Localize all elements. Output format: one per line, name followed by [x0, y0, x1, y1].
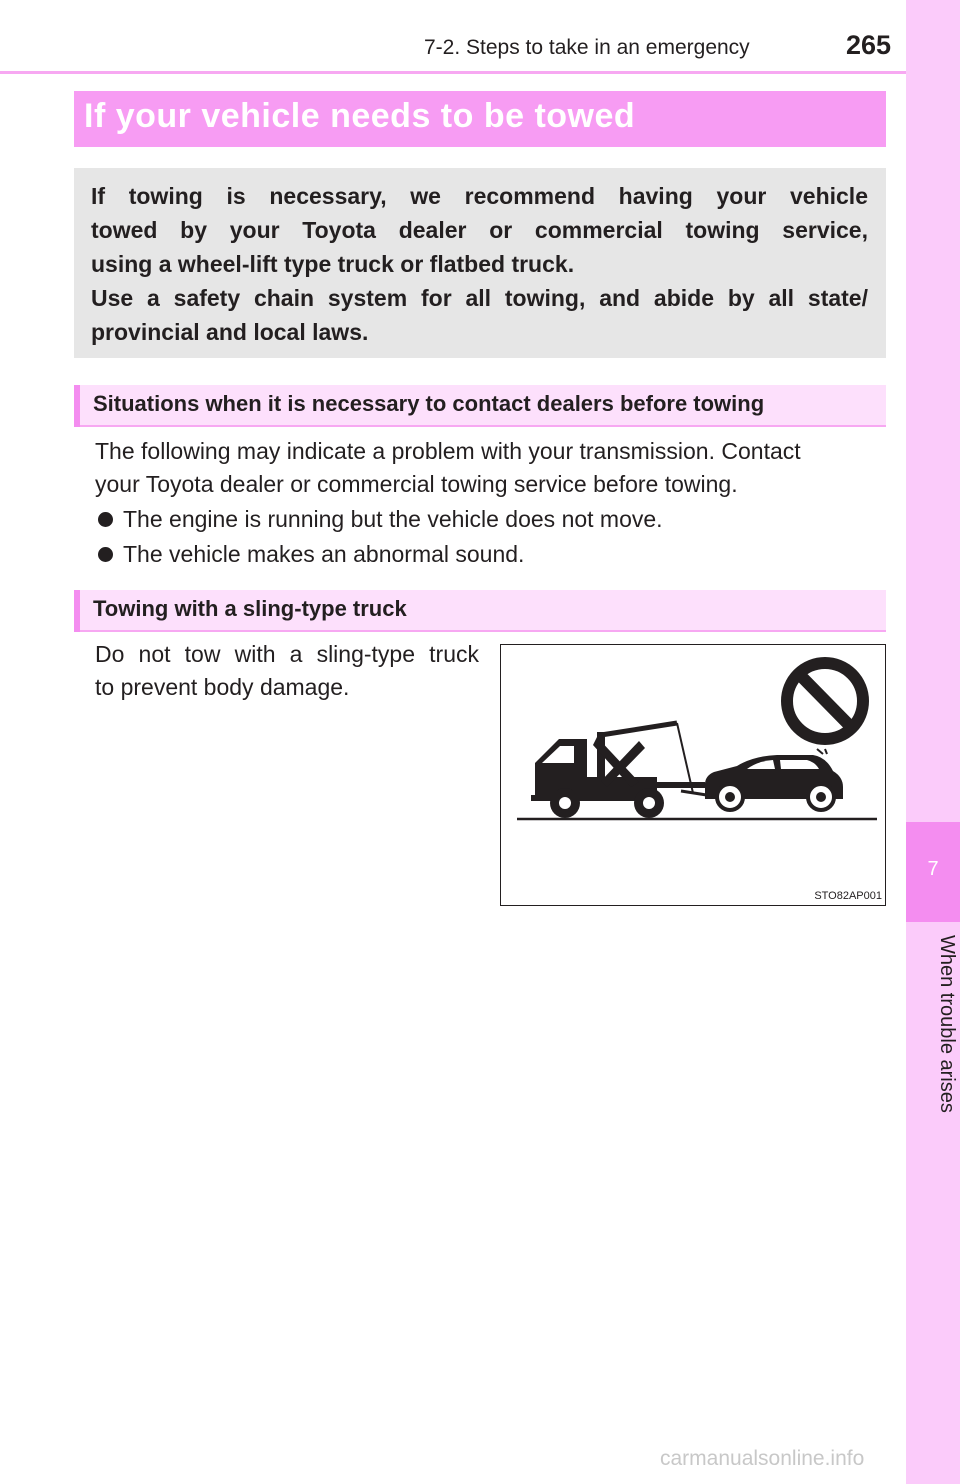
header-section-title: 7-2. Steps to take in an emergency: [424, 36, 750, 59]
bullet-text: The engine is running but the vehicle does not move.: [123, 506, 663, 532]
section-heading: Towing with a sling-type truck: [93, 596, 407, 621]
bullet-icon: [98, 512, 113, 527]
intro-line: Use a safety chain system for all towing, and abide by all state/: [91, 285, 868, 311]
intro-line: towed by your Toyota dealer or commercial towing service,: [91, 217, 868, 243]
watermark: carmanualsonline.info: [660, 1447, 865, 1470]
chapter-number: 7: [927, 858, 939, 880]
section-heading: Situations when it is necessary to contact dealers before towing: [93, 391, 765, 416]
paragraph-line: The following may indicate a problem with your transmission. Contact: [95, 438, 801, 464]
figure-code: STO82AP001: [814, 890, 882, 902]
sling-tow-truck-illustration: [501, 645, 885, 905]
bullet-text: The vehicle makes an abnormal sound.: [123, 541, 525, 567]
paragraph-line: your Toyota dealer or commercial towing service before towing.: [95, 471, 738, 497]
page-title: If your vehicle needs to be towed: [84, 97, 636, 135]
header-divider: [0, 71, 906, 74]
illustration-figure: [500, 644, 886, 906]
paragraph-line: Do not tow with a sling-type truck: [95, 641, 479, 667]
tow-truck-icon: [531, 723, 713, 801]
chapter-title: When trouble arises: [936, 935, 958, 1113]
paragraph-line: to prevent body damage.: [95, 674, 350, 700]
intro-line: using a wheel-lift type truck or flatbed truck.: [91, 251, 575, 277]
intro-line: provincial and local laws.: [91, 319, 369, 345]
prohibited-icon: [787, 663, 863, 739]
page-number: 265: [846, 30, 892, 60]
bullet-icon: [98, 547, 113, 562]
intro-line: If towing is necessary, we recommend having your vehicle: [91, 183, 868, 209]
side-chapter-tab: [906, 0, 960, 1484]
